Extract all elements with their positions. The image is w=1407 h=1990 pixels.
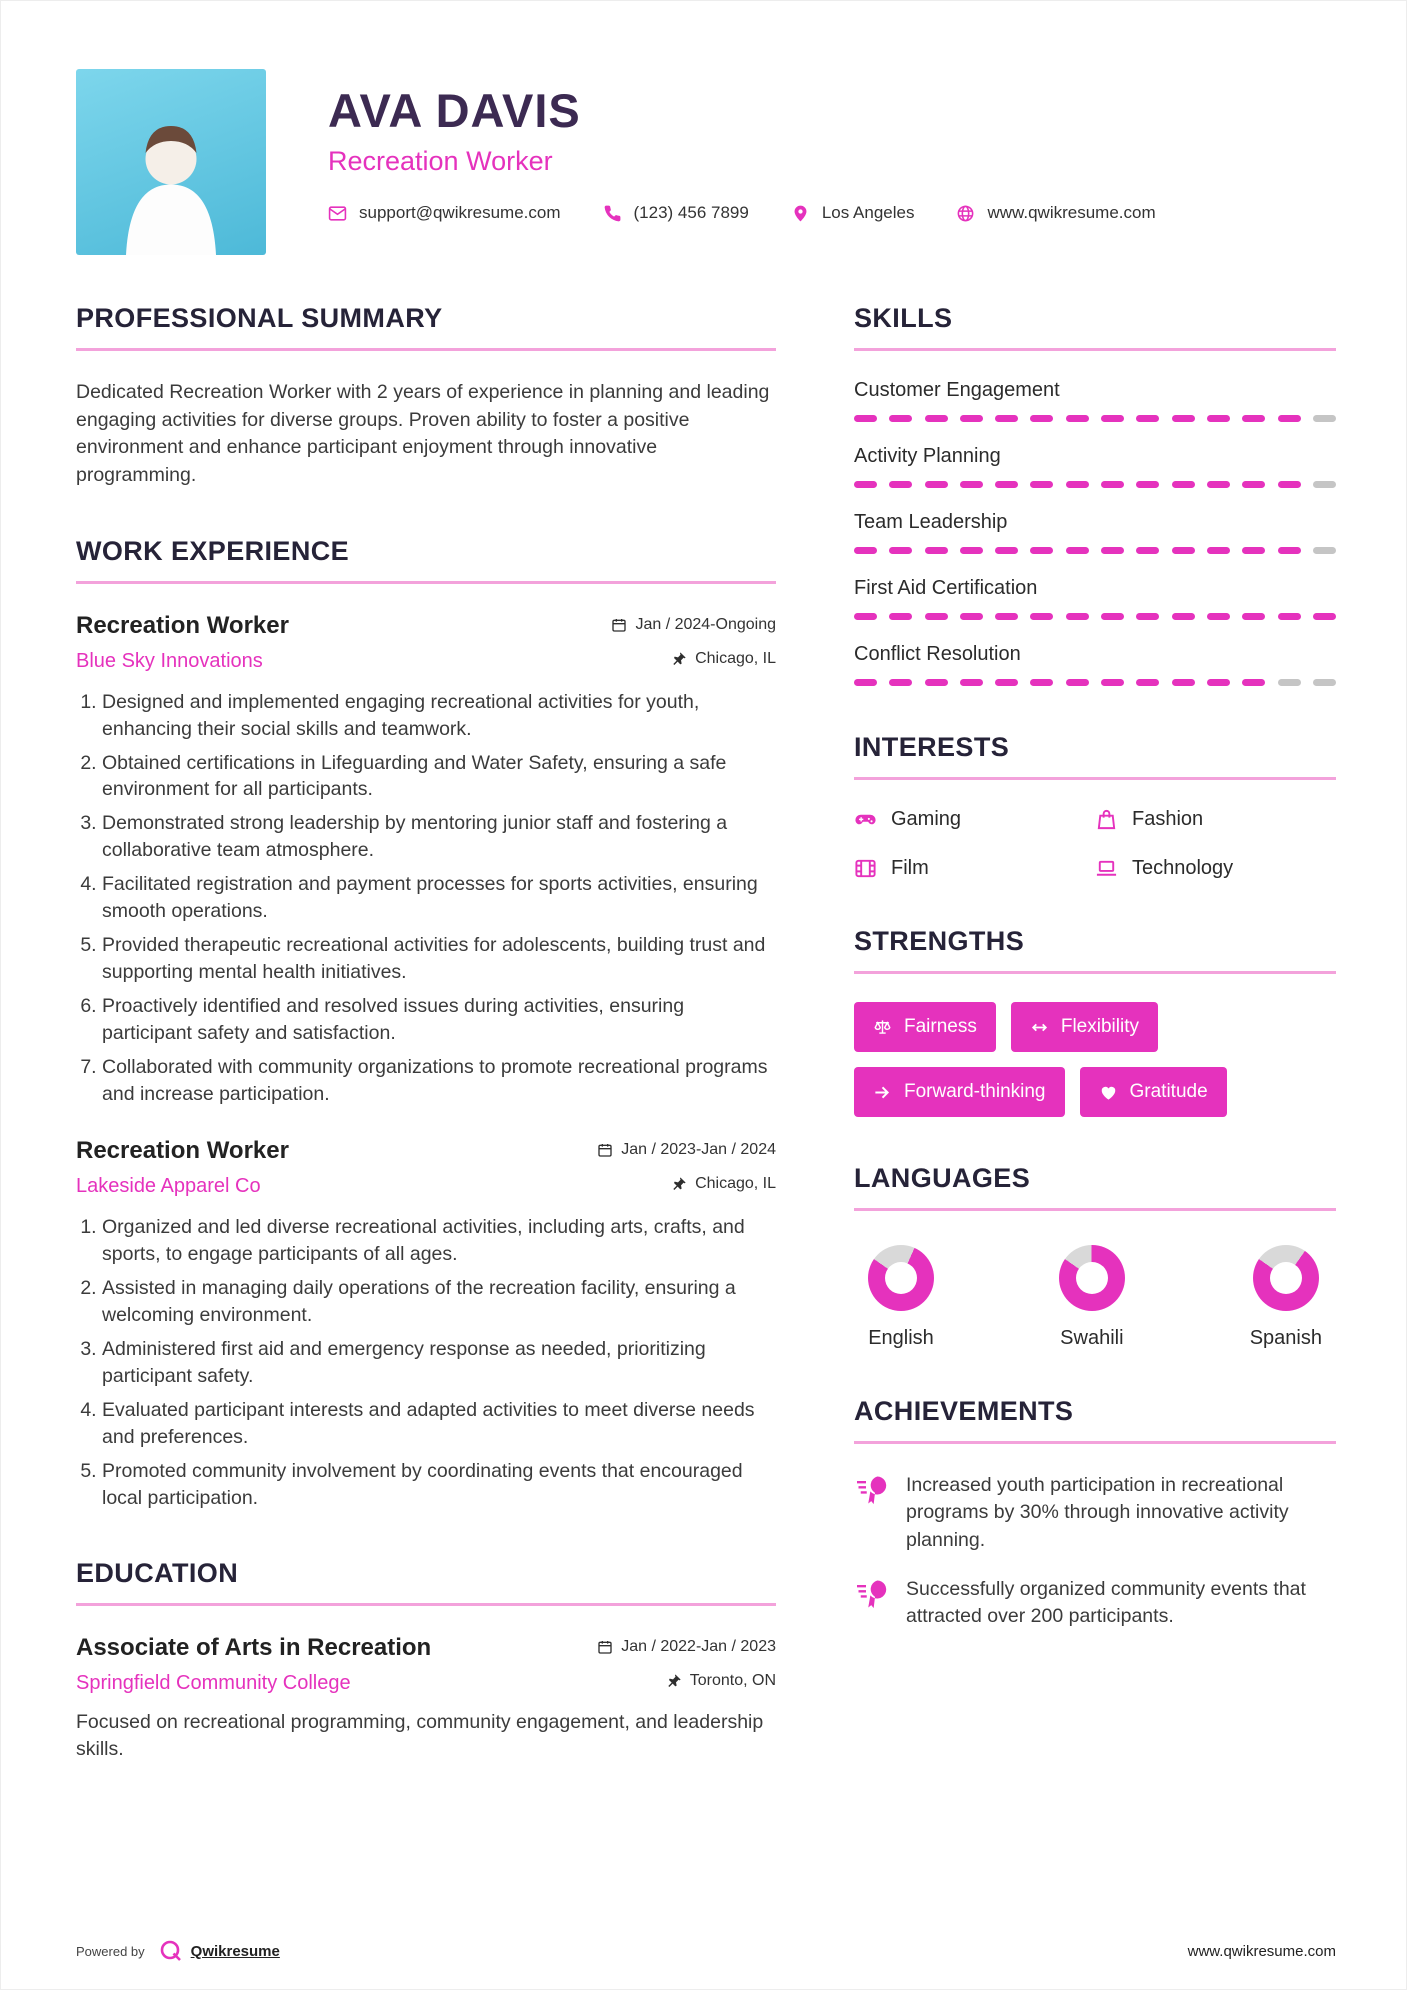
skill-dash bbox=[889, 415, 912, 422]
section-achievements bbox=[854, 1396, 1336, 1630]
skill-dash bbox=[889, 481, 912, 488]
right-column bbox=[854, 303, 1336, 1810]
section-education bbox=[76, 1558, 776, 1764]
skill-dash bbox=[1101, 613, 1124, 620]
skill-dash bbox=[1278, 415, 1301, 422]
skill-dash bbox=[960, 613, 983, 620]
education-degree: Associate of Arts in Recreation bbox=[76, 1633, 432, 1661]
strength-badge: Flexibility bbox=[1011, 1002, 1158, 1052]
skill-dash bbox=[1313, 415, 1336, 422]
education-heading: EDUCATION bbox=[76, 1558, 776, 1606]
section-languages bbox=[854, 1163, 1336, 1350]
job-dates: Jan / 2024-Ongoing bbox=[611, 616, 776, 634]
job-header-row bbox=[76, 1137, 776, 1165]
contact-website-text: www.qwikresume.com bbox=[987, 203, 1156, 222]
skill-dash bbox=[995, 679, 1018, 686]
skill-dash bbox=[1278, 679, 1301, 686]
skill-dash bbox=[1278, 613, 1301, 620]
education-location: Toronto, ON bbox=[666, 1672, 776, 1690]
skill-dash bbox=[1136, 613, 1159, 620]
job-subheader-row bbox=[76, 1167, 776, 1198]
skill-dash bbox=[1066, 415, 1089, 422]
film-icon bbox=[854, 857, 877, 880]
powered-by-label: Powered by bbox=[76, 1943, 145, 1959]
skill-dash bbox=[960, 679, 983, 686]
skill-level-bar bbox=[854, 481, 1336, 488]
contact-website[interactable] bbox=[956, 203, 1155, 223]
job-title: Recreation Worker bbox=[76, 1137, 289, 1165]
header bbox=[76, 69, 1336, 255]
skill-dash bbox=[1242, 481, 1265, 488]
skill-dash bbox=[889, 613, 912, 620]
education-school: Springfield Community College bbox=[76, 1671, 351, 1694]
strengths-heading: STRENGTHS bbox=[854, 926, 1336, 974]
skill-dash bbox=[1242, 415, 1265, 422]
job-bullet: 2. Assisted in managing daily operations of the recreation facility, ensuring a welcoming environment. bbox=[102, 1275, 776, 1329]
skill-dash bbox=[1136, 679, 1159, 686]
skills-heading: SKILLS bbox=[854, 303, 1336, 351]
job-bullet: 7. Collaborated with community organizations to promote recreational programs and increase participation. bbox=[102, 1054, 776, 1108]
skill-dash bbox=[1030, 547, 1053, 554]
contact-location bbox=[791, 203, 915, 223]
footer bbox=[76, 1939, 1336, 1963]
job-location: Chicago, IL bbox=[671, 1175, 776, 1193]
job-bullet-list bbox=[76, 1214, 776, 1511]
calendar-icon bbox=[611, 617, 627, 633]
skill-item: Customer Engagement bbox=[854, 379, 1336, 422]
skill-dash bbox=[1172, 415, 1195, 422]
arrow-right-icon bbox=[873, 1083, 892, 1102]
interests-heading: INTERESTS bbox=[854, 732, 1336, 780]
skill-dash bbox=[1101, 547, 1124, 554]
job-title: Recreation Worker bbox=[76, 611, 289, 639]
skill-item: Team Leadership bbox=[854, 511, 1336, 554]
strength-badge: Fairness bbox=[854, 1002, 996, 1052]
calendar-icon bbox=[597, 1639, 613, 1655]
scales-icon bbox=[873, 1018, 892, 1037]
education-header-row bbox=[76, 1634, 776, 1662]
skill-dash bbox=[1136, 415, 1159, 422]
skill-dash bbox=[960, 547, 983, 554]
left-right-arrow-icon bbox=[1030, 1018, 1049, 1037]
job-bullet: 4. Evaluated participant interests and adapted activities to meet diverse needs and preferences. bbox=[102, 1397, 776, 1451]
person-silhouette-icon bbox=[96, 105, 246, 255]
job-dates: Jan / 2023-Jan / 2024 bbox=[597, 1141, 776, 1159]
strengths-list bbox=[854, 1002, 1336, 1117]
skill-dash bbox=[1066, 547, 1089, 554]
language-item: English bbox=[868, 1245, 934, 1350]
profile-photo bbox=[76, 69, 266, 255]
job-bullet: 5. Provided therapeutic recreational activities for adolescents, building trust and supporting mental health initiatives. bbox=[102, 932, 776, 986]
job-bullet: 1. Organized and led diverse recreational activities, including arts, crafts, and sports, to engage participants of all ages. bbox=[102, 1214, 776, 1268]
skill-dash bbox=[995, 613, 1018, 620]
job-bullet: 6. Proactively identified and resolved issues during activities, ensuring participant safety and satisfaction. bbox=[102, 993, 776, 1047]
award-ribbon-icon bbox=[854, 1576, 890, 1612]
skill-level-bar bbox=[854, 679, 1336, 686]
languages-heading: LANGUAGES bbox=[854, 1163, 1336, 1211]
skill-dash bbox=[854, 547, 877, 554]
interest-item: Fashion bbox=[1095, 808, 1336, 831]
skill-dash bbox=[1313, 481, 1336, 488]
job-entry bbox=[76, 1137, 776, 1511]
skill-dash bbox=[1172, 547, 1195, 554]
contact-row bbox=[328, 203, 1198, 223]
phone-icon bbox=[603, 204, 622, 223]
skill-dash bbox=[1066, 613, 1089, 620]
brand-link[interactable]: Qwikresume bbox=[190, 1942, 280, 1960]
skill-item: Activity Planning bbox=[854, 445, 1336, 488]
skill-dash bbox=[995, 481, 1018, 488]
summary-text: Dedicated Recreation Worker with 2 years of experience in planning and leading engaging activities for diverse groups. Proven ability to foster a positive environment and enhance participant enjoyment through innovative programming. bbox=[76, 381, 770, 487]
left-column bbox=[76, 303, 776, 1810]
skill-dash bbox=[1207, 415, 1230, 422]
skill-dash bbox=[995, 547, 1018, 554]
job-header-row bbox=[76, 612, 776, 640]
skill-dash bbox=[1030, 613, 1053, 620]
job-company: Lakeside Apparel Co bbox=[76, 1175, 261, 1198]
skill-dash bbox=[995, 415, 1018, 422]
skill-dash bbox=[1207, 481, 1230, 488]
skill-dash bbox=[1136, 547, 1159, 554]
candidate-title: Recreation Worker bbox=[328, 146, 553, 176]
calendar-icon bbox=[597, 1142, 613, 1158]
pushpin-icon bbox=[671, 1176, 687, 1192]
skill-dash bbox=[1313, 679, 1336, 686]
skill-dash bbox=[889, 679, 912, 686]
job-subheader-row bbox=[76, 642, 776, 673]
skill-dash bbox=[1278, 481, 1301, 488]
section-strengths bbox=[854, 926, 1336, 1117]
languages-list bbox=[854, 1239, 1336, 1350]
skill-dash bbox=[1172, 613, 1195, 620]
education-description: Focused on recreational programming, community engagement, and leadership skills. bbox=[76, 1710, 764, 1761]
job-bullet-list bbox=[76, 689, 776, 1108]
contact-phone bbox=[603, 203, 749, 223]
skill-dash bbox=[1066, 679, 1089, 686]
skill-dash bbox=[1066, 481, 1089, 488]
job-bullet: 3. Administered first aid and emergency response as needed, prioritizing participant safety. bbox=[102, 1336, 776, 1390]
pushpin-icon bbox=[671, 651, 687, 667]
section-skills bbox=[854, 303, 1336, 686]
job-company: Blue Sky Innovations bbox=[76, 649, 263, 672]
skill-dash bbox=[1207, 547, 1230, 554]
job-bullet: 3. Demonstrated strong leadership by mentoring junior staff and fostering a collaborative team atmosphere. bbox=[102, 810, 776, 864]
section-interests bbox=[854, 732, 1336, 880]
language-item: Swahili bbox=[1059, 1245, 1125, 1350]
job-bullet: 5. Promoted community involvement by coordinating events that encouraged local participation. bbox=[102, 1458, 776, 1512]
skill-dash bbox=[1242, 547, 1265, 554]
skill-dash bbox=[925, 481, 948, 488]
interest-item: Gaming bbox=[854, 808, 1095, 831]
skill-dash bbox=[1101, 481, 1124, 488]
skill-level-bar bbox=[854, 613, 1336, 620]
summary-heading: PROFESSIONAL SUMMARY bbox=[76, 303, 776, 351]
job-entry bbox=[76, 612, 776, 1108]
job-bullet: 2. Obtained certifications in Lifeguarding and Water Safety, ensuring a safe environment for all participants. bbox=[102, 750, 776, 804]
job-location: Chicago, IL bbox=[671, 650, 776, 668]
skill-dash bbox=[925, 415, 948, 422]
skill-item: First Aid Certification bbox=[854, 577, 1336, 620]
skill-dash bbox=[1313, 547, 1336, 554]
skill-level-bar bbox=[854, 415, 1336, 422]
skill-dash bbox=[1030, 679, 1053, 686]
education-entry bbox=[76, 1634, 776, 1764]
header-text bbox=[328, 69, 1198, 223]
skill-dash bbox=[925, 547, 948, 554]
candidate-name: AVA DAVIS bbox=[328, 84, 581, 137]
education-subheader-row bbox=[76, 1664, 776, 1695]
strength-badge: Gratitude bbox=[1080, 1067, 1227, 1117]
gamepad-icon bbox=[854, 808, 877, 831]
strength-badge: Forward-thinking bbox=[854, 1067, 1065, 1117]
skill-dash bbox=[1242, 679, 1265, 686]
skill-dash bbox=[925, 679, 948, 686]
education-dates: Jan / 2022-Jan / 2023 bbox=[597, 1638, 776, 1656]
interests-grid bbox=[854, 808, 1336, 880]
envelope-icon bbox=[328, 204, 347, 223]
language-donut-chart bbox=[868, 1245, 934, 1311]
interest-item: Technology bbox=[1095, 857, 1336, 880]
skill-dash bbox=[854, 415, 877, 422]
skill-dash bbox=[1207, 613, 1230, 620]
skill-dash bbox=[1030, 481, 1053, 488]
skill-dash bbox=[960, 415, 983, 422]
skill-dash bbox=[854, 481, 877, 488]
skill-dash bbox=[1313, 613, 1336, 620]
achievement-item: Successfully organized community events that attracted over 200 participants. bbox=[854, 1576, 1336, 1631]
skill-dash bbox=[960, 481, 983, 488]
contact-phone-text: (123) 456 7899 bbox=[633, 203, 749, 222]
language-item: Spanish bbox=[1250, 1245, 1322, 1350]
job-bullet: 4. Facilitated registration and payment processes for sports activities, ensuring smooth operations. bbox=[102, 871, 776, 925]
section-professional-summary bbox=[76, 303, 776, 490]
footer-url[interactable]: www.qwikresume.com bbox=[1187, 1942, 1336, 1960]
experience-heading: WORK EXPERIENCE bbox=[76, 536, 776, 584]
skill-dash bbox=[1172, 679, 1195, 686]
skill-dash bbox=[1242, 613, 1265, 620]
achievement-item: Increased youth participation in recreational programs by 30% through innovative activity planning. bbox=[854, 1472, 1336, 1554]
skill-dash bbox=[1136, 481, 1159, 488]
contact-email[interactable] bbox=[328, 203, 561, 223]
qwikresume-logo-icon bbox=[159, 1939, 183, 1963]
skill-item: Conflict Resolution bbox=[854, 643, 1336, 686]
interest-item: Film bbox=[854, 857, 1095, 880]
skill-dash bbox=[1101, 679, 1124, 686]
laptop-icon bbox=[1095, 857, 1118, 880]
skill-level-bar bbox=[854, 547, 1336, 554]
contact-email-text: support@qwikresume.com bbox=[359, 203, 561, 222]
skill-dash bbox=[854, 613, 877, 620]
job-bullet: 1. Designed and implemented engaging recreational activities for youth, enhancing their social skills and teamwork. bbox=[102, 689, 776, 743]
section-work-experience bbox=[76, 536, 776, 1512]
contact-location-text: Los Angeles bbox=[821, 203, 915, 222]
location-pin-icon bbox=[791, 204, 810, 223]
heart-icon bbox=[1099, 1083, 1118, 1102]
award-ribbon-icon bbox=[854, 1472, 890, 1508]
body-columns bbox=[76, 303, 1336, 1810]
skill-dash bbox=[925, 613, 948, 620]
achievements-heading: ACHIEVEMENTS bbox=[854, 1396, 1336, 1444]
footer-branding bbox=[76, 1939, 280, 1963]
skill-dash bbox=[1278, 547, 1301, 554]
skill-dash bbox=[1101, 415, 1124, 422]
skill-dash bbox=[889, 547, 912, 554]
globe-icon bbox=[956, 204, 975, 223]
skill-dash bbox=[1207, 679, 1230, 686]
language-donut-chart bbox=[1253, 1245, 1319, 1311]
skill-dash bbox=[1030, 415, 1053, 422]
language-donut-chart bbox=[1059, 1245, 1125, 1311]
skill-dash bbox=[1172, 481, 1195, 488]
skill-dash bbox=[854, 679, 877, 686]
shopping-bag-icon bbox=[1095, 808, 1118, 831]
pushpin-icon bbox=[666, 1673, 682, 1689]
